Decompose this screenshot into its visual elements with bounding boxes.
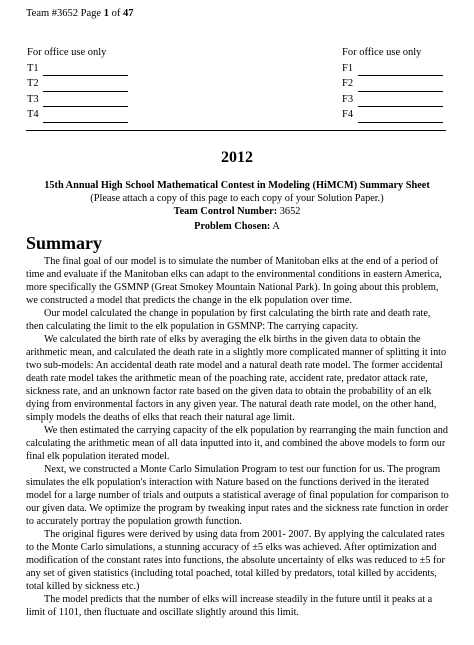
page-total: 47	[122, 8, 134, 19]
office-blank-line	[43, 111, 128, 123]
contest-year: 2012	[221, 149, 253, 166]
office-code: T1	[27, 62, 39, 74]
office-use-label: For office use only	[27, 47, 107, 58]
office-blank-line	[358, 80, 443, 92]
attach-instruction: (Please attach a copy of this page to each copy of your Solution Paper.)	[90, 193, 384, 204]
office-use-label: For office use only	[342, 47, 422, 58]
contest-title: 15th Annual High School Mathematical Contest in Modeling (HiMCM) Summary Sheet	[44, 180, 430, 191]
problem-chosen-label: Problem Chosen:	[194, 221, 271, 232]
office-blank-line	[43, 95, 128, 107]
office-code: T2	[27, 78, 39, 89]
summary-paragraph: Next, we constructed a Monte Carlo Simulation Program to test our function for us. The program simulates the elk population's interaction with Nature based on the functions derived in the iterated model for a large number of trials and outputs a statistical average of final population for comparison to our given data. We optimize the program by tweaking input rates and the sickness rate function in order to accurately portray the population growth function.	[26, 464, 449, 527]
office-code: F2	[342, 78, 354, 89]
office-use-right	[342, 45, 462, 123]
office-blank-line	[358, 64, 443, 76]
office-code: T4	[27, 109, 39, 120]
summary-paragraph: We then estimated the carrying capacity of the elk population by rearranging the main function and calculating the arithmetic mean of all data inputted into it, and combined the above models to form our final elk population iterated model.	[26, 425, 448, 462]
page-current: 1	[103, 8, 109, 19]
office-row-t3	[27, 92, 147, 108]
office-code: F3	[342, 93, 354, 105]
office-row-f2	[342, 76, 462, 92]
team-control-value: 3652	[279, 206, 301, 217]
office-row-t1	[27, 61, 147, 77]
team-control-label: Team Control Number:	[173, 206, 278, 217]
problem-chosen-value: A	[272, 221, 280, 232]
page-header	[26, 8, 133, 19]
office-blank-line	[43, 80, 128, 92]
summary-paragraph: The final goal of our model is to simulate the number of Manitoban elks at the end of a period of time and evaluate if the Manitoban elks can adapt to the environmental conditions in eastern America, more specifically the GSMNP (Great Smokey Mountain National Park). In going about this problem, we constructed a model that predicts the change in the elk population over time.	[26, 256, 442, 306]
office-blank-line	[358, 95, 443, 107]
office-blank-line	[358, 111, 443, 123]
summary-heading: Summary	[26, 233, 102, 253]
office-row-f3	[342, 92, 462, 108]
problem-chosen	[0, 221, 474, 232]
office-row-f4	[342, 107, 462, 123]
office-code: F4	[342, 109, 354, 120]
summary-body	[26, 255, 450, 619]
office-code: T3	[27, 93, 39, 105]
office-blank-line	[43, 64, 128, 76]
office-code: F1	[342, 62, 354, 74]
page-of: of	[108, 8, 123, 19]
team-control-number	[0, 206, 474, 217]
summary-paragraph: The model predicts that the number of elks will increase steadily in the future until it peaks at a limit of 1101, then fluctuate and oscillate slightly around this limit.	[26, 594, 433, 618]
team-page-label: Team #3652 Page	[26, 8, 104, 19]
office-row-t4	[27, 107, 147, 123]
office-use-left	[27, 45, 147, 123]
summary-paragraph: The original figures were derived by using data from 2001- 2007. By applying the calculated rates to the Monte Carlo simulations, a stunning accuracy of ±5 elks was achieved. After optimization and modification of the constant rates into functions, the absolute uncertainty of elks was reduced to ±5 for any set of given statistics (including total poached, total killed by predators, total killed by accidents, total killed by sickness etc.)	[26, 529, 445, 592]
summary-paragraph: We calculated the birth rate of elks by averaging the elk births in the given data to obtain the arithmetic mean, and calculated the death rate in a slightly more complicated manner of splitting it into two sub-models: An accidental death rate model and a natural death rate model. The former accidental death rate model takes the arithmetic mean of the poaching rate, accident rate, predator attack rate, sickness rate, and an unknown factor rate based on the given data to obtain the probability of an elk dying from environmental factors in any given year. The natural death rate model, on the other hand, simply models the deaths of elks that reach their natural age limit.	[26, 334, 447, 423]
office-row-t2	[27, 76, 147, 92]
summary-paragraph: Our model calculated the change in population by first calculating the birth rate and death rate, then calculating the limit to the elk population in GSMNP: The carrying capacity.	[26, 308, 431, 332]
divider-line	[26, 130, 446, 131]
office-row-f1	[342, 61, 462, 77]
